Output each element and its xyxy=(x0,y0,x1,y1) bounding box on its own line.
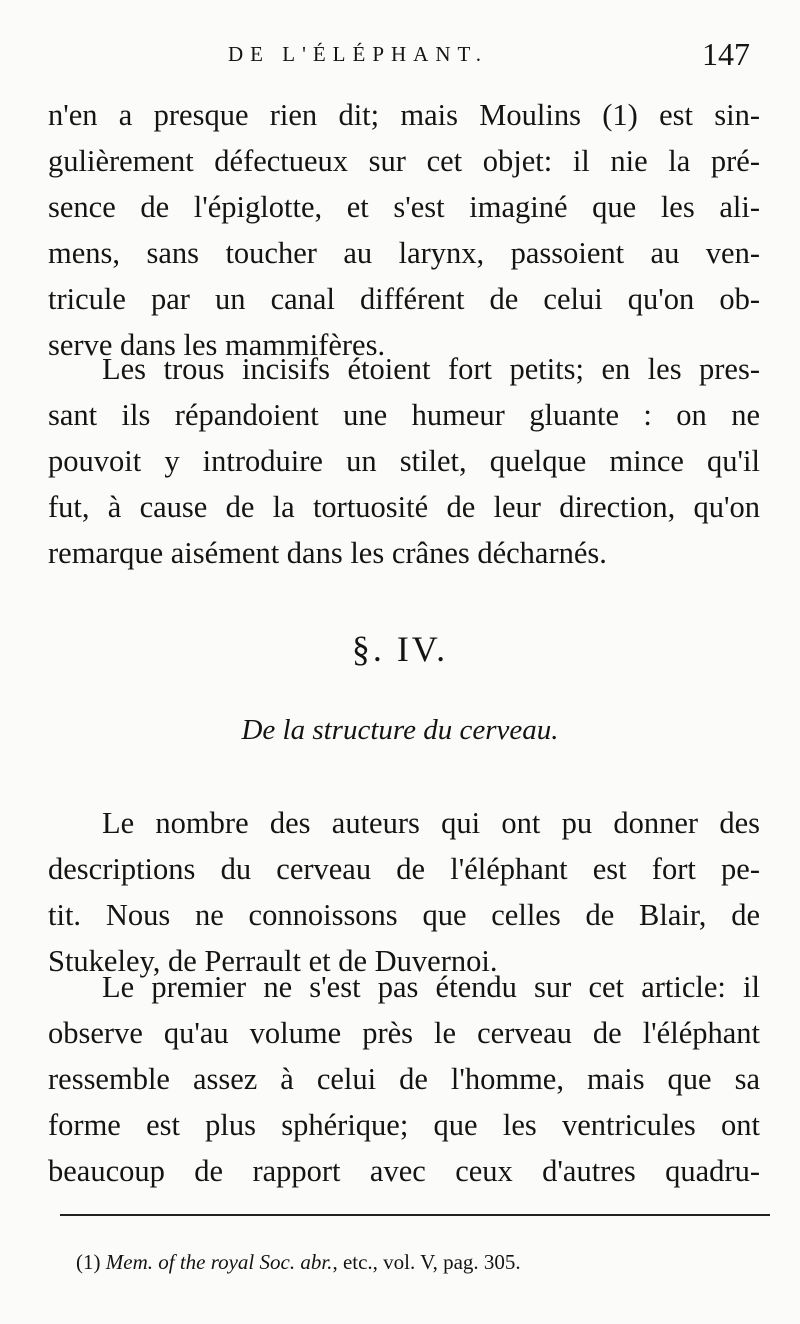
text-line: ressemble assez à celui de l'homme, mais que sa xyxy=(48,1062,760,1096)
running-title: DE L'ÉLÉPHANT. xyxy=(228,42,489,66)
text-line: gulièrement défectueux sur cet objet: il nie la pré- xyxy=(48,144,760,178)
footnote-reference-details: , etc., vol. V, pag. 305. xyxy=(332,1250,521,1274)
text-line: fut, à cause de la tortuosité de leur direction, qu'on xyxy=(48,490,760,524)
text-line: remarque aisément dans les crânes décharnés. xyxy=(48,536,607,570)
text-line: Le nombre des auteurs qui ont pu donner des xyxy=(102,806,760,840)
text-line: tricule par un canal différent de celui qu'on ob- xyxy=(48,282,760,316)
text-line: descriptions du cerveau de l'éléphant est fort pe- xyxy=(48,852,760,886)
text-line: Le premier ne s'est pas étendu sur cet article: il xyxy=(102,970,760,1004)
paragraph-first-author xyxy=(48,964,760,1194)
running-head xyxy=(48,36,758,80)
text-line: n'en a presque rien dit; mais Moulins (1) est sin- xyxy=(48,98,760,132)
section-heading: §. IV. xyxy=(351,629,449,669)
footnote xyxy=(76,1250,521,1275)
paragraph-continuation xyxy=(48,92,760,368)
footnote-marker: (1) xyxy=(76,1250,106,1274)
text-line: mens, sans toucher au larynx, passoient au ven- xyxy=(48,236,760,270)
paragraph-incisive-holes xyxy=(48,346,760,576)
text-line: forme est plus sphérique; que les ventricules ont xyxy=(48,1108,760,1142)
footnote-reference-title: Mem. of the royal Soc. abr. xyxy=(105,1250,333,1274)
text-line: Les trous incisifs étoient fort petits; en les pres- xyxy=(102,352,760,386)
text-line: observe qu'au volume près le cerveau de l'éléphant xyxy=(48,1016,760,1050)
text-line: beaucoup de rapport avec ceux d'autres quadru- xyxy=(48,1154,760,1188)
text-line: sence de l'épiglotte, et s'est imaginé que les ali- xyxy=(48,190,760,224)
text-line: pouvoit y introduire un stilet, quelque mince qu'il xyxy=(48,444,760,478)
section-subtitle: De la structure du cerveau. xyxy=(241,714,559,746)
text-line: Stukeley, de Perrault et de Duvernoi. xyxy=(48,944,498,978)
page-number: 147 xyxy=(702,36,750,72)
paragraph-authors xyxy=(48,800,760,984)
text-line: tit. Nous ne connoissons que celles de Blair, de xyxy=(48,898,760,932)
footnote-rule xyxy=(60,1214,770,1216)
text-line: sant ils répandoient une humeur gluante : on ne xyxy=(48,398,760,432)
text-line: serve dans les mammifères. xyxy=(48,328,386,362)
